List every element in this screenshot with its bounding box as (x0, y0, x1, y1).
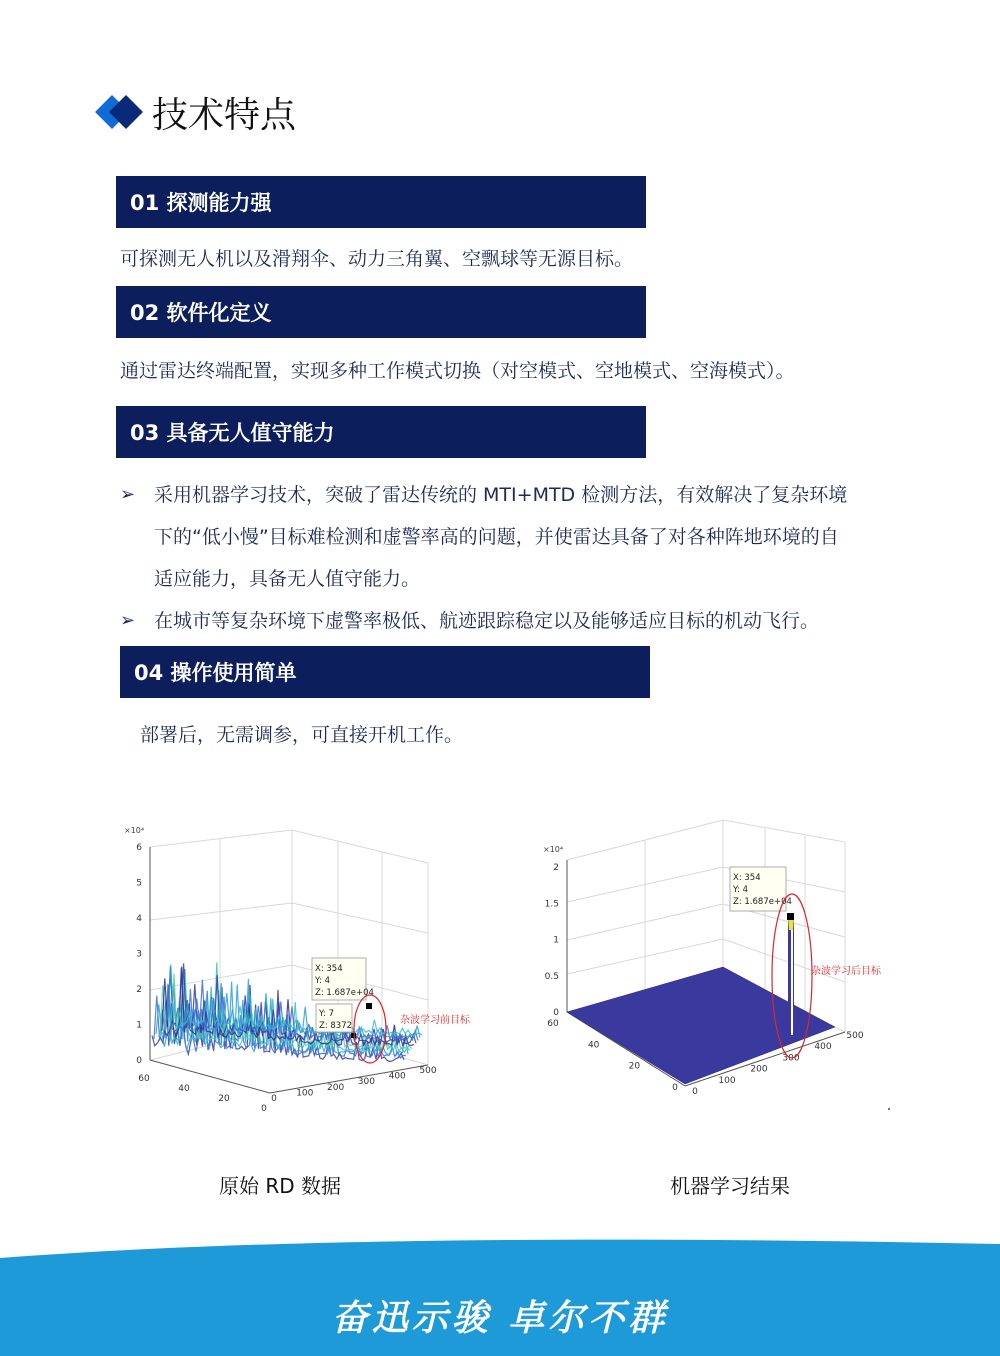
target-marker (366, 1003, 372, 1009)
x-tick-label: 0 (692, 1087, 698, 1097)
arrow-bullet-icon: ➢ (120, 610, 136, 631)
section-03-label: 03 具备无人值守能力 (130, 421, 335, 445)
bullet-line: 在城市等复杂环境下虚警率极低、航迹跟踪稳定以及能够适应目标的机动飞行。 (154, 610, 820, 632)
datatip-line: X: 354 (733, 873, 761, 883)
z-tick-label: 4 (136, 914, 142, 924)
y-tick-label: 60 (138, 1074, 150, 1084)
target-marker (351, 1033, 356, 1038)
y-tick-label: 40 (178, 1084, 190, 1094)
diamond-logo-icon (96, 92, 148, 132)
z-tick-label: 5 (136, 878, 142, 889)
x-tick-label: 100 (296, 1088, 314, 1099)
z-tick-label: 1.5 (544, 899, 559, 910)
target-marker (787, 913, 794, 920)
y-tick-label: 60 (547, 1019, 559, 1029)
z-tick-label: 0 (553, 1008, 559, 1018)
section-04-text: 部署后，无需调参，可直接开机工作。 (140, 724, 464, 746)
datatip-line: Y: 7 (319, 1009, 335, 1019)
datatip-line: Z: 1.687e+04 (315, 988, 374, 998)
x-tick-label: 200 (750, 1064, 768, 1075)
section-03-bullet-1 (120, 474, 920, 604)
datatip-line: Z: 8372 (319, 1021, 353, 1031)
plot-axes (150, 847, 428, 1093)
z-tick-label: 3 (136, 949, 142, 960)
z-tick-label: 0.5 (544, 971, 559, 982)
y-tick-label: 20 (628, 1061, 641, 1072)
x-tick-label: 500 (419, 1066, 437, 1076)
section-02-label: 02 软件化定义 (130, 301, 272, 325)
section-04-label: 04 操作使用简单 (134, 661, 297, 685)
annotation-label: 杂波学习前目标 (400, 1015, 470, 1026)
section-01-label: 01 探测能力强 (130, 191, 272, 215)
z-tick-label: 6 (136, 843, 142, 853)
raw-rd-3d-plot (110, 815, 470, 1115)
z-exponent-label: ×10⁴ (124, 826, 145, 835)
annotation-label: 杂波学习后目标 (811, 966, 881, 977)
section-03-bullet-2 (120, 600, 920, 642)
x-tick-label: 0 (271, 1094, 277, 1104)
datatip-line: Y: 4 (733, 885, 749, 895)
x-tick-label: 400 (814, 1042, 832, 1053)
figure-2-caption: 机器学习结果 (670, 1174, 790, 1198)
section-01-text: 可探测无人机以及滑翔伞、动力三角翼、空飘球等无源目标。 (120, 248, 634, 270)
y-tick-label: 40 (587, 1040, 600, 1051)
y-tick-label: 0 (672, 1083, 678, 1093)
section-03-header (116, 406, 646, 458)
z-tick-label: 0 (136, 1056, 142, 1066)
x-tick-label: 300 (357, 1077, 375, 1088)
z-tick-label: 1 (553, 935, 559, 946)
z-tick-label: 2 (136, 985, 142, 995)
datatip-line: X: 354 (315, 964, 343, 974)
ml-result-3d-plot (535, 812, 895, 1102)
z-tick-label: 1 (136, 1020, 142, 1031)
z-tick-label: 2 (553, 863, 559, 873)
bullet-line: 采用机器学习技术，突破了雷达传统的 MTI+MTD 检测方法，有效解决了复杂环境 (154, 484, 848, 506)
clutter-floor-surface (567, 967, 835, 1084)
arrow-bullet-icon: ➢ (120, 484, 136, 505)
page-title: 技术特点 (152, 94, 297, 136)
page-header (96, 86, 296, 138)
bullet-line: 下的“低小慢”目标难检测和虚警率高的问题，并使雷达具备了对各种阵地环境的自 (154, 526, 839, 548)
footer-slogan: 奋迅示骏 卓尔不群 (331, 1298, 669, 1339)
x-tick-label: 500 (846, 1031, 864, 1041)
section-04-header (120, 646, 650, 698)
x-tick-label: 200 (327, 1082, 345, 1093)
x-tick-label: 400 (388, 1071, 406, 1082)
section-02-header (116, 286, 646, 338)
x-tick-label: 100 (718, 1075, 736, 1086)
bullet-line: 适应能力，具备无人值守能力。 (154, 568, 421, 590)
figure-1-caption: 原始 RD 数据 (219, 1174, 342, 1198)
section-01-header (116, 176, 646, 228)
datatip-line: Y: 4 (315, 976, 331, 986)
y-tick-label: 20 (218, 1094, 230, 1104)
datatip-line: Z: 1.687e+04 (733, 897, 792, 907)
x-tick-label: 300 (782, 1053, 800, 1064)
z-exponent-label: ×10⁴ (543, 845, 564, 854)
y-tick-label: 0 (261, 1104, 267, 1114)
section-02-text: 通过雷达终端配置，实现多种工作模式切换（对空模式、空地模式、空海模式）。 (120, 360, 795, 382)
